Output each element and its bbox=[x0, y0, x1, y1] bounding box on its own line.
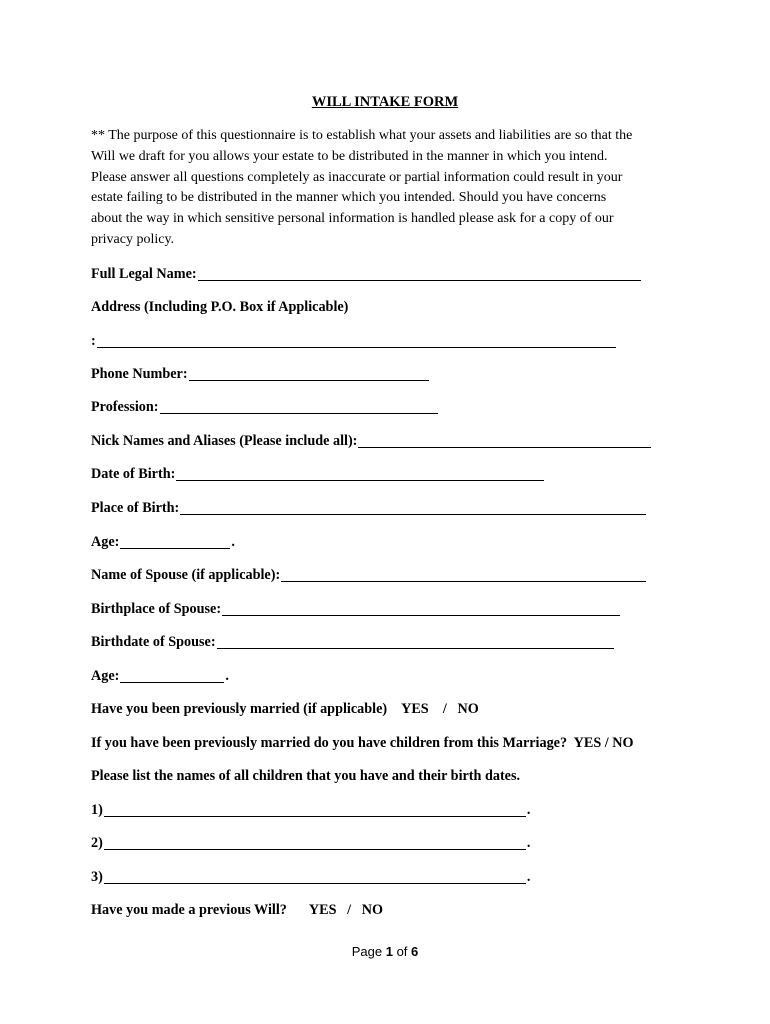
child-1-blank[interactable] bbox=[104, 800, 526, 817]
child-3-blank[interactable] bbox=[104, 867, 526, 884]
age-blank[interactable] bbox=[120, 532, 230, 549]
full-legal-name-field bbox=[91, 264, 642, 284]
previous-will-label: Have you made a previous Will? bbox=[91, 902, 287, 918]
form-title: WILL INTAKE FORM bbox=[311, 94, 459, 110]
nicknames-field bbox=[91, 431, 652, 451]
intro-paragraph bbox=[91, 126, 691, 251]
profession-field bbox=[91, 397, 439, 417]
previously-married-yes-no[interactable]: YES / NO bbox=[401, 701, 479, 717]
child-2-period: . bbox=[526, 835, 531, 851]
age-field bbox=[91, 532, 235, 552]
previous-will-field bbox=[91, 900, 383, 920]
child-1-period: . bbox=[526, 802, 531, 818]
phone-number-label: Phone Number: bbox=[91, 366, 188, 382]
age-period: . bbox=[231, 534, 235, 550]
child-3-field bbox=[91, 867, 530, 887]
profession-blank[interactable] bbox=[160, 397, 438, 414]
child-3-period: . bbox=[526, 869, 531, 885]
date-of-birth-field bbox=[91, 464, 545, 484]
date-of-birth-label: Date of Birth: bbox=[91, 466, 176, 482]
address-line-field bbox=[91, 331, 617, 351]
spouse-age-label: Age: bbox=[91, 668, 120, 684]
previous-will-yes-no[interactable]: YES / NO bbox=[308, 902, 383, 918]
page-number-footer bbox=[0, 944, 770, 959]
address-colon: : bbox=[91, 333, 96, 349]
place-of-birth-label: Place of Birth: bbox=[91, 500, 180, 516]
intro-line: about the way in which sensitive personal information is handled please ask for a copy of our bbox=[91, 211, 614, 227]
place-of-birth-blank[interactable] bbox=[180, 498, 646, 515]
address-field bbox=[91, 297, 348, 317]
spouse-birthdate-label: Birthdate of Spouse: bbox=[91, 634, 216, 650]
spouse-name-blank[interactable] bbox=[281, 565, 646, 582]
address-label: Address (Including P.O. Box if Applicable) bbox=[91, 299, 349, 315]
intro-line: ** The purpose of this questionnaire is to establish what your assets and liabilities are so that the bbox=[91, 128, 633, 143]
list-children-label: Please list the names of all children that you have and their birth dates. bbox=[91, 768, 521, 784]
intro-line: Please answer all questions completely as inaccurate or partial information could result in your bbox=[91, 169, 623, 185]
nicknames-blank[interactable] bbox=[358, 431, 651, 448]
child-1-label: 1) bbox=[91, 802, 103, 818]
spouse-age-blank[interactable] bbox=[120, 666, 224, 683]
child-2-label: 2) bbox=[91, 835, 103, 851]
spouse-name-label: Name of Spouse (if applicable): bbox=[91, 567, 281, 583]
child-2-blank[interactable] bbox=[104, 833, 526, 850]
list-children-instruction bbox=[91, 766, 520, 786]
children-from-marriage-label[interactable]: If you have been previously married do you have children from this Marriage? YES / NO bbox=[91, 735, 634, 751]
child-3-label: 3) bbox=[91, 869, 103, 885]
place-of-birth-field bbox=[91, 498, 647, 518]
spouse-birthdate-blank[interactable] bbox=[217, 632, 614, 649]
spouse-age-field bbox=[91, 666, 229, 686]
previously-married-label: Have you been previously married (if applicable) bbox=[91, 701, 388, 717]
spouse-age-period: . bbox=[225, 668, 229, 684]
nicknames-label: Nick Names and Aliases (Please include all): bbox=[91, 433, 358, 449]
spouse-birthplace-field bbox=[91, 599, 621, 619]
spouse-name-field bbox=[91, 565, 647, 585]
date-of-birth-blank[interactable] bbox=[176, 464, 544, 481]
child-1-field bbox=[91, 800, 530, 820]
children-from-marriage-field bbox=[91, 733, 634, 753]
intro-line: Will we draft for you allows your estate to be distributed in the manner in which you intend. bbox=[91, 148, 608, 164]
phone-number-blank[interactable] bbox=[189, 364, 429, 381]
child-2-field bbox=[91, 833, 530, 853]
page-of: of bbox=[392, 944, 412, 959]
address-blank[interactable] bbox=[97, 331, 616, 348]
page-total: 6 bbox=[411, 944, 419, 959]
intro-line: privacy policy. bbox=[91, 231, 175, 247]
previously-married-field bbox=[91, 699, 479, 719]
spouse-birthplace-blank[interactable] bbox=[222, 599, 620, 616]
full-legal-name-label: Full Legal Name: bbox=[91, 266, 197, 282]
phone-number-field bbox=[91, 364, 430, 384]
page-current: 1 bbox=[385, 944, 393, 959]
spouse-birthdate-field bbox=[91, 632, 615, 652]
spouse-birthplace-label: Birthplace of Spouse: bbox=[91, 601, 222, 617]
profession-label: Profession: bbox=[91, 399, 159, 415]
page-prefix: Page bbox=[351, 944, 386, 959]
intro-line: estate failing to be distributed in the manner which you intended. Should you have concerns bbox=[91, 190, 607, 206]
age-label: Age: bbox=[91, 534, 120, 550]
full-legal-name-blank[interactable] bbox=[198, 264, 641, 281]
